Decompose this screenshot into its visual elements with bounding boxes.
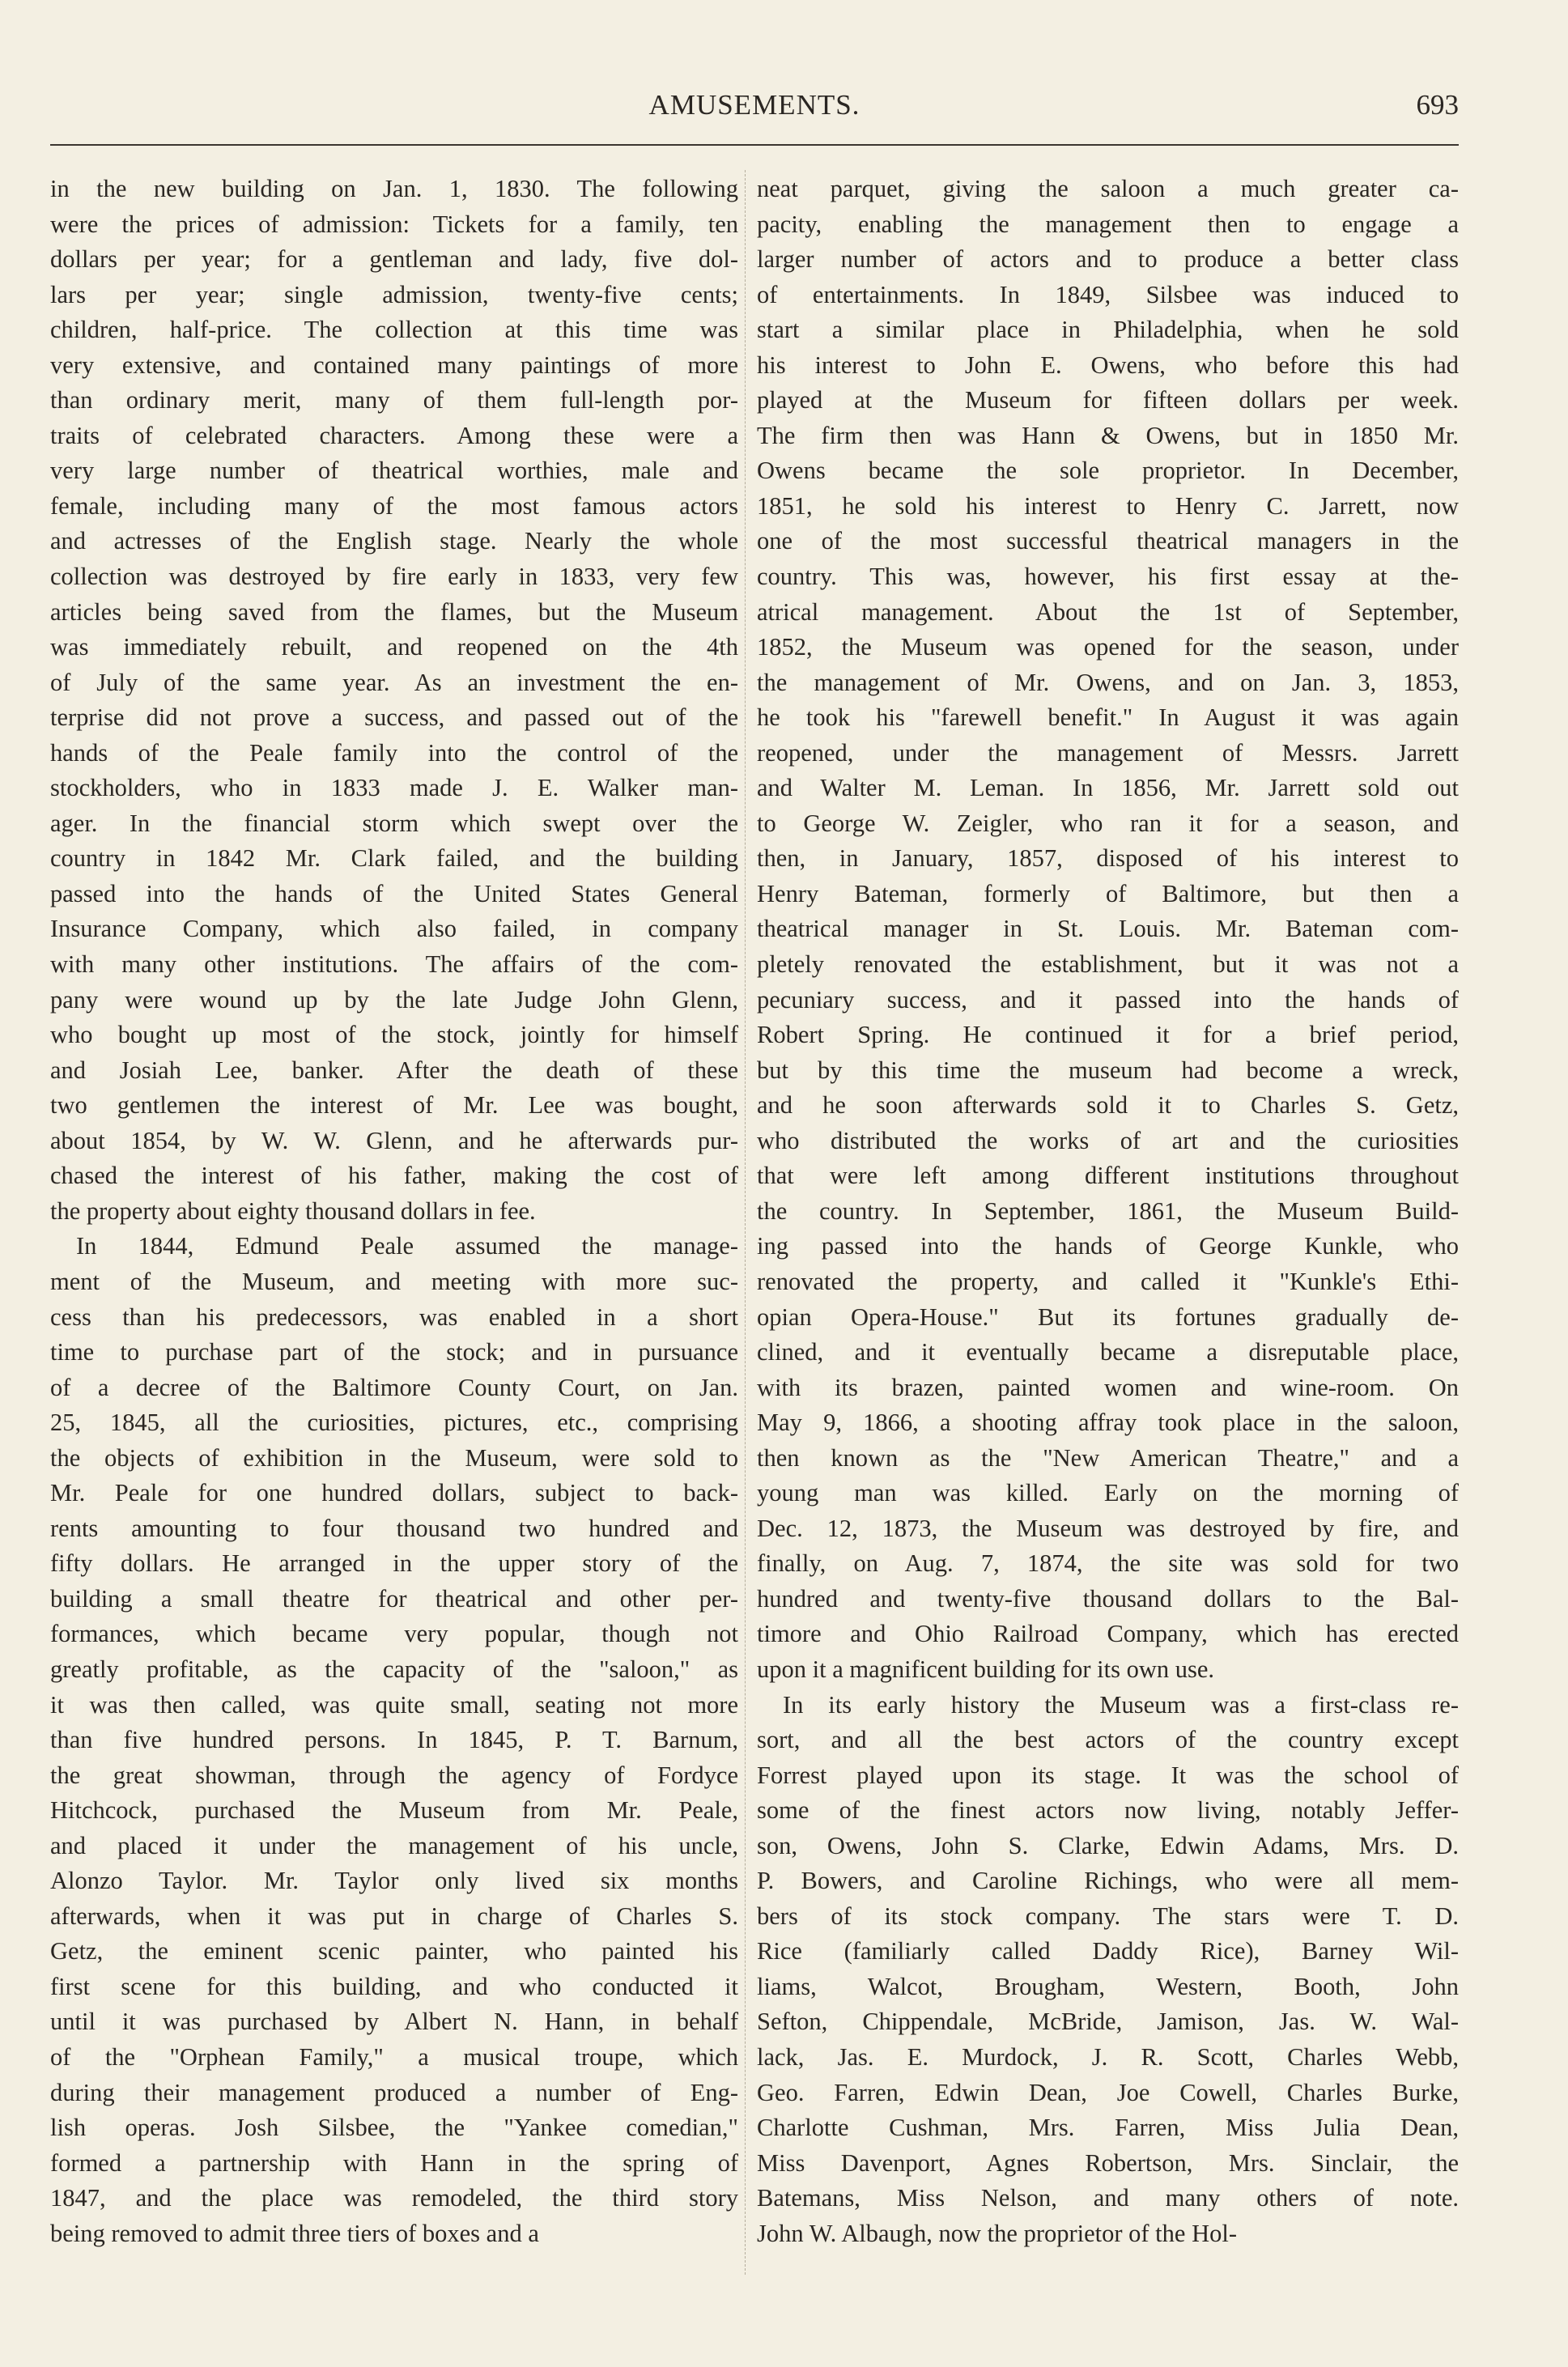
text-line: was immediately rebuilt, and reopened on the 4th	[50, 633, 738, 661]
text-line: reopened, under the management of Messrs. Jarrett	[757, 738, 1459, 767]
text-line: Rice (familiarly called Daddy Rice), Barney Wil-	[757, 1937, 1459, 1965]
text-line: Sefton, Chippendale, McBride, Jamison, Jas. W. Wal-	[757, 2008, 1459, 2036]
page-title: AMUSEMENTS.	[648, 89, 860, 121]
text-line: ing passed into the hands of George Kunkle, who	[757, 1232, 1459, 1260]
text-line: very extensive, and contained many paintings of more	[50, 351, 738, 379]
text-line: Robert Spring. He continued it for a brief period,	[757, 1021, 1459, 1049]
text-line: formed a partnership with Hann in the spring of	[50, 2148, 738, 2177]
text-line: fifty dollars. He arranged in the upper story of the	[50, 1549, 738, 1578]
text-line: Henry Bateman, formerly of Baltimore, but then a	[757, 879, 1459, 907]
text-line: of the "Orphean Family," a musical troupe, which	[50, 2042, 738, 2071]
text-line: the great showman, through the agency of Fordyce	[50, 1761, 738, 1789]
text-line: very large number of theatrical worthies, male and	[50, 457, 738, 485]
text-line: 1851, he sold his interest to Henry C. Jarrett, now	[757, 491, 1459, 520]
text-line: about 1854, by W. W. Glenn, and he afterwards pur-	[50, 1126, 738, 1154]
text-line: greatly profitable, as the capacity of the "saloon," as	[50, 1655, 738, 1683]
text-line: during their management produced a number of Eng-	[50, 2078, 738, 2106]
text-line: and Josiah Lee, banker. After the death of these	[50, 1056, 738, 1084]
text-line: than ordinary merit, many of them full-length por-	[50, 386, 738, 414]
text-line: time to purchase part of the stock; and in pursuance	[50, 1338, 738, 1366]
text-line: stockholders, who in 1833 made J. E. Walker man-	[50, 774, 738, 802]
text-line: first scene for this building, and who conducted it	[50, 1972, 738, 2000]
text-line: 25, 1845, all the curiosities, pictures, etc., comprising	[50, 1409, 738, 1437]
text-line: the property about eighty thousand dollars in fee.	[50, 1196, 536, 1225]
text-line: rents amounting to four thousand two hundred and	[50, 1514, 738, 1542]
text-line: Miss Davenport, Agnes Robertson, Mrs. Sinclair, the	[757, 2148, 1459, 2177]
text-line: In its early history the Museum was a first-class re-	[783, 1690, 1459, 1719]
text-line: he took his "farewell benefit." In August it was again	[757, 703, 1459, 732]
text-line: formances, which became very popular, though not	[50, 1620, 738, 1648]
text-line: of July of the same year. As an investment the en-	[50, 668, 738, 696]
text-line: building a small theatre for theatrical and other per-	[50, 1584, 738, 1613]
text-line: until it was purchased by Albert N. Hann, in behalf	[50, 2008, 738, 2036]
text-line: pecuniary success, and it passed into the hands of	[757, 985, 1459, 1014]
text-line: upon it a magnificent building for its own use.	[757, 1655, 1215, 1683]
text-line: renovated the property, and called it "Kunkle's Ethi-	[757, 1267, 1459, 1295]
text-line: clined, and it eventually became a disreputable place,	[757, 1338, 1459, 1366]
text-line: 1852, the Museum was opened for the season, under	[757, 633, 1459, 661]
text-line: The firm then was Hann & Owens, but in 1850 Mr.	[757, 421, 1459, 449]
text-line: lars per year; single admission, twenty-five cents;	[50, 280, 738, 308]
text-line: to George W. Zeigler, who ran it for a season, and	[757, 809, 1459, 837]
text-line: and Walter M. Leman. In 1856, Mr. Jarrett sold out	[757, 774, 1459, 802]
text-line: 1847, and the place was remodeled, the third story	[50, 2184, 738, 2212]
left-text-column	[50, 172, 738, 2251]
text-line: Owens became the sole proprietor. In December,	[757, 457, 1459, 485]
text-line: passed into the hands of the United States General	[50, 879, 738, 907]
column-divider	[745, 170, 746, 2275]
right-text-column	[757, 172, 1459, 2251]
text-line: country. This was, however, his first essay at the-	[757, 563, 1459, 591]
text-line: chased the interest of his father, making the cost of	[50, 1162, 738, 1190]
text-line: dollars per year; for a gentleman and lady, five dol-	[50, 245, 738, 274]
text-line: theatrical manager in St. Louis. Mr. Bateman com-	[757, 915, 1459, 943]
text-line: liams, Walcot, Brougham, Western, Booth, John	[757, 1972, 1459, 2000]
text-line: who bought up most of the stock, jointly for himself	[50, 1021, 738, 1049]
text-line: sort, and all the best actors of the country except	[757, 1726, 1459, 1754]
text-line: that were left among different institutions throughout	[757, 1162, 1459, 1190]
text-line: lish operas. Josh Silsbee, the "Yankee comedian,"	[50, 2114, 738, 2142]
text-line: with many other institutions. The affairs of the com-	[50, 950, 738, 979]
text-line: country in 1842 Mr. Clark failed, and the building	[50, 844, 738, 873]
text-line: start a similar place in Philadelphia, when he sold	[757, 316, 1459, 344]
text-line: Geo. Farren, Edwin Dean, Joe Cowell, Charles Burke,	[757, 2078, 1459, 2106]
text-line: young man was killed. Early on the morning of	[757, 1479, 1459, 1507]
text-line: pletely renovated the establishment, but it was not a	[757, 950, 1459, 979]
text-line: Charlotte Cushman, Mrs. Farren, Miss Julia Dean,	[757, 2114, 1459, 2142]
text-line: bers of its stock company. The stars were T. D.	[757, 1902, 1459, 1930]
text-line: female, including many of the most famous actors	[50, 491, 738, 520]
page-number: 693	[1416, 89, 1459, 121]
text-line: and placed it under the management of his uncle,	[50, 1831, 738, 1859]
text-line: opian Opera-House." But its fortunes gradually de-	[757, 1302, 1459, 1331]
running-header	[50, 89, 1459, 130]
text-line: atrical management. About the 1st of September,	[757, 597, 1459, 626]
text-line: the country. In September, 1861, the Museum Build-	[757, 1196, 1459, 1225]
text-line: who distributed the works of art and the curiosities	[757, 1126, 1459, 1154]
text-line: and he soon afterwards sold it to Charles S. Getz,	[757, 1091, 1459, 1120]
text-line: May 9, 1866, a shooting affray took place in the saloon,	[757, 1409, 1459, 1437]
text-line: Batemans, Miss Nelson, and many others of note.	[757, 2184, 1459, 2212]
text-line: Forrest played upon its stage. It was the school of	[757, 1761, 1459, 1789]
text-line: of entertainments. In 1849, Silsbee was induced to	[757, 280, 1459, 308]
text-line: Hitchcock, purchased the Museum from Mr. Peale,	[50, 1796, 738, 1825]
text-line: son, Owens, John S. Clarke, Edwin Adams, Mrs. D.	[757, 1831, 1459, 1859]
text-line: timore and Ohio Railroad Company, which has erected	[757, 1620, 1459, 1648]
text-line: being removed to admit three tiers of boxes and a	[50, 2219, 539, 2247]
text-line: it was then called, was quite small, seating not more	[50, 1690, 738, 1719]
text-line: then, in January, 1857, disposed of his interest to	[757, 844, 1459, 873]
text-line: some of the finest actors now living, notably Jeffer-	[757, 1796, 1459, 1825]
text-line: in the new building on Jan. 1, 1830. The following	[50, 175, 738, 202]
text-line: terprise did not prove a success, and passed out of the	[50, 703, 738, 732]
text-line: and actresses of the English stage. Nearly the whole	[50, 527, 738, 555]
text-line: but by this time the museum had become a wreck,	[757, 1056, 1459, 1084]
text-line: Insurance Company, which also failed, in company	[50, 915, 738, 943]
text-line: finally, on Aug. 7, 1874, the site was sold for two	[757, 1549, 1459, 1578]
text-line: P. Bowers, and Caroline Richings, who were all mem-	[757, 1867, 1459, 1895]
text-line: Dec. 12, 1873, the Museum was destroyed by fire, and	[757, 1514, 1459, 1542]
text-line: than five hundred persons. In 1845, P. T. Barnum,	[50, 1726, 738, 1754]
text-line: hundred and twenty-five thousand dollars to the Bal-	[757, 1584, 1459, 1613]
header-rule	[50, 144, 1459, 146]
text-line: his interest to John E. Owens, who before this had	[757, 351, 1459, 379]
text-line: ager. In the financial storm which swept over the	[50, 809, 738, 837]
text-line: were the prices of admission: Tickets for a family, ten	[50, 210, 738, 238]
text-line: collection was destroyed by fire early in 1833, very few	[50, 563, 738, 591]
text-line: ment of the Museum, and meeting with more suc-	[50, 1267, 738, 1295]
text-line: In 1844, Edmund Peale assumed the manage-	[76, 1232, 738, 1260]
text-line: children, half-price. The collection at this time was	[50, 316, 738, 344]
text-line: pacity, enabling the management then to engage a	[757, 210, 1459, 238]
text-line: larger number of actors and to produce a better class	[757, 245, 1459, 274]
text-line: afterwards, when it was put in charge of Charles S.	[50, 1902, 738, 1930]
text-line: played at the Museum for fifteen dollars per week.	[757, 386, 1459, 414]
text-line: cess than his predecessors, was enabled in a short	[50, 1302, 738, 1331]
text-line: traits of celebrated characters. Among these were a	[50, 421, 738, 449]
text-line: two gentlemen the interest of Mr. Lee was bought,	[50, 1091, 738, 1120]
text-line: neat parquet, giving the saloon a much greater ca-	[757, 175, 1459, 202]
text-line: hands of the Peale family into the control of the	[50, 738, 738, 767]
text-line: the management of Mr. Owens, and on Jan. 3, 1853,	[757, 668, 1459, 696]
text-line: John W. Albaugh, now the proprietor of the Hol-	[757, 2219, 1237, 2247]
text-line: one of the most successful theatrical managers in the	[757, 527, 1459, 555]
text-line: articles being saved from the flames, but the Museum	[50, 597, 738, 626]
text-line: pany were wound up by the late Judge John Glenn,	[50, 985, 738, 1014]
text-line: then known as the "New American Theatre," and a	[757, 1443, 1459, 1472]
text-line: with its brazen, painted women and wine-room. On	[757, 1373, 1459, 1401]
text-line: of a decree of the Baltimore County Court, on Jan.	[50, 1373, 738, 1401]
text-line: Alonzo Taylor. Mr. Taylor only lived six months	[50, 1867, 738, 1895]
text-line: the objects of exhibition in the Museum, were sold to	[50, 1443, 738, 1472]
text-line: Getz, the eminent scenic painter, who painted his	[50, 1937, 738, 1965]
text-line: lack, Jas. E. Murdock, J. R. Scott, Charles Webb,	[757, 2042, 1459, 2071]
text-line: Mr. Peale for one hundred dollars, subject to back-	[50, 1479, 738, 1507]
